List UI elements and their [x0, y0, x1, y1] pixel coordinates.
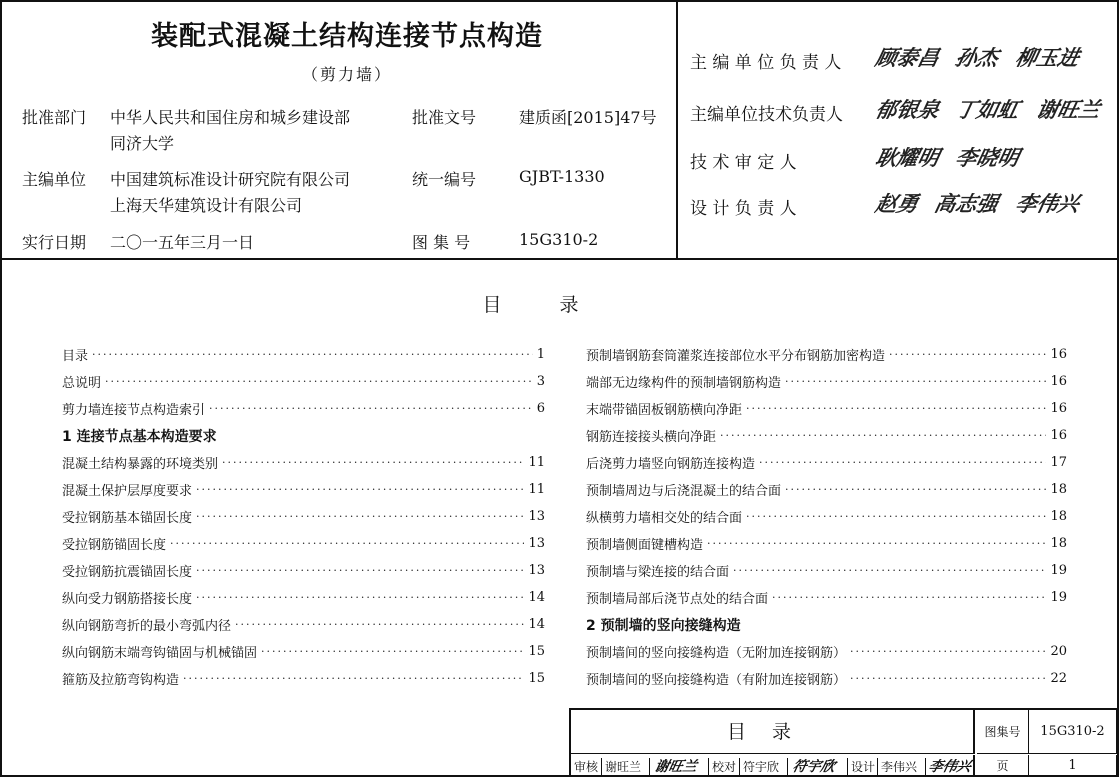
atlas-no-value: 15G310-2 — [519, 230, 599, 249]
approval-dept-label: 批准部门 — [22, 108, 87, 127]
toc-entry-title: 纵横剪力墙相交处的结合面 — [586, 511, 743, 526]
signature-names — [873, 42, 1089, 72]
toc-entry-page: 3 — [536, 374, 545, 389]
signature-name: 柳玉进 — [1012, 45, 1082, 70]
toc-entry — [586, 422, 1067, 449]
signature-name: 顾泰昌 — [873, 45, 942, 70]
toc-leader-dots — [889, 348, 1046, 361]
approval-no-value: 建质函[2015]47号 — [519, 108, 657, 127]
title-block-drawing-title — [571, 710, 975, 754]
toc-entry-title: 目录 — [62, 349, 89, 364]
toc-leader-dots — [196, 510, 524, 523]
toc-entry-page: 16 — [1050, 401, 1067, 416]
toc-entry-title: 预制墙侧面键槽构造 — [586, 538, 704, 553]
toc-entry-page: 1 — [536, 347, 545, 362]
toc-entry-page: 18 — [1050, 536, 1067, 551]
toc-leader-dots — [746, 402, 1046, 415]
signature-name: 郁银泉 — [873, 97, 942, 122]
toc-entry-title: 纵向钢筋弯折的最小弯弧内径 — [62, 619, 232, 634]
atlas-no-label: 图 集 号 — [412, 233, 471, 252]
toc-entry-page: 13 — [528, 563, 545, 578]
toc-heading-text: 目录 — [482, 294, 637, 316]
toc-entry-page: 15 — [528, 644, 545, 659]
toc-entry — [62, 665, 545, 692]
check-label: 校对 — [712, 760, 737, 774]
toc-entry — [586, 476, 1067, 503]
signature-name: 赵勇 — [873, 191, 921, 216]
toc-leader-dots — [196, 591, 524, 604]
reviewer-name: 谢旺兰 — [605, 760, 642, 774]
toc-entry-page: 11 — [528, 455, 545, 470]
unified-no-label: 统一编号 — [412, 170, 477, 189]
toc-leader-dots — [707, 537, 1046, 550]
document-title: 装配式混凝土结构连接节点构造 — [151, 21, 543, 52]
toc-entry-title: 总说明 — [62, 376, 102, 391]
toc-entry-title: 预制墙周边与后浇混凝土的结合面 — [586, 484, 782, 499]
chief-unit-value: 中国建筑标准设计研究院有限公司 — [110, 170, 351, 189]
toc-entry-title: 预制墙局部后浇节点处的结合面 — [586, 592, 769, 607]
toc-entry — [62, 368, 545, 395]
page-no-cell: 1 — [1029, 755, 1117, 777]
approval-dept-value: 中华人民共和国住房和城乡建设部 — [110, 108, 351, 127]
toc-leader-dots — [785, 483, 1046, 496]
toc-entry-title: 钢筋连接接头横向净距 — [586, 430, 717, 445]
chief-unit-label: 主编单位 — [22, 170, 87, 189]
signature-name: 孙杰 — [953, 45, 1001, 70]
toc-leader-dots — [196, 483, 524, 496]
signature-names — [873, 142, 1029, 172]
signature-names — [873, 188, 1089, 218]
approval-no-label: 批准文号 — [412, 108, 477, 127]
toc-leader-dots — [850, 672, 1046, 685]
approval-row — [22, 105, 682, 157]
signature-role: 主 编 单 位 负 责 人 — [690, 53, 842, 73]
toc-entry — [586, 530, 1067, 557]
toc-entry-title: 端部无边缘构件的预制墙钢筋构造 — [586, 376, 782, 391]
title-block-sign-row — [571, 755, 975, 777]
toc-entry-page: 13 — [528, 536, 545, 551]
toc-entry-page: 16 — [1050, 374, 1067, 389]
signature-name: 李伟兴 — [1012, 191, 1082, 216]
toc-entry — [586, 449, 1067, 476]
toc-entry-title: 2 预制墙的竖向接缝构造 — [586, 617, 741, 634]
toc-entry-page: 19 — [1050, 563, 1067, 578]
toc-leader-dots — [772, 591, 1046, 604]
toc-entry-page: 19 — [1050, 590, 1067, 605]
toc-entry — [586, 557, 1067, 584]
toc-entry — [586, 395, 1067, 422]
toc-entry — [62, 584, 545, 611]
toc-entry-page: 13 — [528, 509, 545, 524]
checker-name: 符宇欣 — [743, 760, 780, 774]
atlas-no-cell: 15G310-2 — [1029, 710, 1117, 754]
designer-name: 李伟兴 — [881, 760, 918, 774]
toc-entry — [586, 503, 1067, 530]
signature-row — [690, 145, 1117, 182]
unified-no-value: GJBT-1330 — [519, 167, 605, 186]
toc-entry-title: 1 连接节点基本构造要求 — [62, 428, 217, 445]
signature-name: 李晓明 — [953, 145, 1022, 170]
toc-entry-title: 混凝土保护层厚度要求 — [62, 484, 193, 499]
signature-role: 主编单位技术负责人 — [690, 105, 843, 125]
toc-entry — [62, 449, 545, 476]
toc-leader-dots — [235, 618, 524, 631]
signature-role: 设 计 负 责 人 — [690, 199, 797, 219]
designer-signature: 李伟兴 — [927, 759, 973, 775]
toc-leader-dots — [105, 375, 533, 388]
signature-role: 技 术 审 定 人 — [690, 153, 797, 173]
toc-section-heading — [586, 611, 1067, 638]
effective-date-value: 二〇一五年三月一日 — [110, 233, 255, 252]
cover-header — [2, 2, 1117, 260]
toc-leader-dots — [183, 672, 524, 685]
toc-entry-title: 纵向受力钢筋搭接长度 — [62, 592, 193, 607]
toc-heading — [2, 290, 1117, 317]
toc-entry-page: 14 — [528, 617, 545, 632]
toc-entry-title: 混凝土结构暴露的环境类别 — [62, 457, 219, 472]
toc-entry-page: 22 — [1050, 671, 1067, 686]
toc-leader-dots — [733, 564, 1046, 577]
design-label: 设计 — [851, 760, 876, 774]
toc-entry-page: 16 — [1050, 428, 1067, 443]
toc-entry-page: 17 — [1050, 455, 1067, 470]
toc-leader-dots — [222, 456, 524, 469]
toc-leader-dots — [720, 429, 1046, 442]
toc-entry-title: 末端带锚固板钢筋横向净距 — [586, 403, 743, 418]
toc-entry-page: 6 — [536, 401, 545, 416]
toc-entry — [62, 503, 545, 530]
toc-entry-title: 受拉钢筋抗震锚固长度 — [62, 565, 193, 580]
toc-leader-dots — [209, 402, 533, 415]
toc-leader-dots — [746, 510, 1046, 523]
toc-entry-title: 箍筋及拉筋弯钩构造 — [62, 673, 180, 688]
toc-entry-title: 后浇剪力墙竖向钢筋连接构造 — [586, 457, 756, 472]
toc-entry — [586, 665, 1067, 692]
toc-entry — [586, 638, 1067, 665]
toc-leader-dots — [759, 456, 1046, 469]
toc-entry-page: 15 — [528, 671, 545, 686]
toc-entry-title: 预制墙间的竖向接缝构造（有附加连接钢筋） — [586, 673, 847, 688]
toc-entry-page: 18 — [1050, 482, 1067, 497]
checker-signature: 符宇欣 — [791, 759, 837, 775]
signature-panel — [680, 2, 1117, 258]
toc-leader-dots — [196, 564, 524, 577]
toc-leader-dots — [785, 375, 1046, 388]
toc-entry-page: 14 — [528, 590, 545, 605]
header-info-panel — [2, 2, 678, 258]
toc-entry-title: 预制墙钢筋套筒灌浆连接部位水平分布钢筋加密构造 — [586, 349, 886, 364]
toc-entry — [62, 476, 545, 503]
toc-entry-page: 11 — [528, 482, 545, 497]
toc-entry-title: 剪力墙连接节点构造索引 — [62, 403, 206, 418]
signature-name: 高志强 — [932, 191, 1001, 216]
chief-unit-row — [22, 167, 682, 219]
approval-dept-value-2: 同济大学 — [110, 134, 175, 153]
signature-row — [690, 45, 1117, 82]
toc-leader-dots — [850, 645, 1046, 658]
toc-right-column — [586, 341, 1067, 692]
atlas-label-cell: 图集号 — [977, 710, 1029, 754]
toc-entry — [586, 584, 1067, 611]
toc-entry-title: 纵向钢筋末端弯钩锚固与机械锚固 — [62, 646, 258, 661]
toc-left-column — [62, 341, 545, 692]
chief-unit-value-2: 上海天华建筑设计有限公司 — [110, 196, 303, 215]
effective-date-label: 实行日期 — [22, 233, 87, 252]
toc-entry-page: 20 — [1050, 644, 1067, 659]
signature-row — [690, 191, 1117, 228]
review-label: 审核 — [574, 760, 599, 774]
toc-entry-page: 16 — [1050, 347, 1067, 362]
signature-name: 耿耀明 — [873, 145, 942, 170]
toc-entry — [62, 638, 545, 665]
toc-section-heading — [62, 422, 545, 449]
document-subtitle: （剪力墙） — [301, 65, 392, 84]
toc-entry — [62, 530, 545, 557]
toc-entry-title: 预制墙间的竖向接缝构造（无附加连接钢筋） — [586, 646, 847, 661]
page-label-cell: 页 — [977, 755, 1029, 777]
reviewer-signature: 谢旺兰 — [653, 759, 699, 775]
title-block — [569, 708, 1117, 777]
toc-entry-title: 受拉钢筋基本锚固长度 — [62, 511, 193, 526]
toc-entry — [62, 395, 545, 422]
signature-names — [873, 94, 1110, 124]
drawing-title-text: 目录 — [726, 721, 817, 743]
toc-entry — [586, 368, 1067, 395]
toc-entry — [62, 341, 545, 368]
toc-leader-dots — [261, 645, 524, 658]
toc-leader-dots — [92, 348, 533, 361]
toc-entry-page: 18 — [1050, 509, 1067, 524]
toc-leader-dots — [170, 537, 524, 550]
effective-date-row — [22, 230, 682, 254]
signature-name: 谢旺兰 — [1033, 97, 1103, 122]
toc-entry — [62, 611, 545, 638]
signature-row — [690, 97, 1117, 134]
toc-entry-title: 预制墙与梁连接的结合面 — [586, 565, 730, 580]
toc-entry — [586, 341, 1067, 368]
toc-entry-title: 受拉钢筋锚固长度 — [62, 538, 167, 553]
toc-entry — [62, 557, 545, 584]
signature-name: 丁如虹 — [953, 97, 1022, 122]
